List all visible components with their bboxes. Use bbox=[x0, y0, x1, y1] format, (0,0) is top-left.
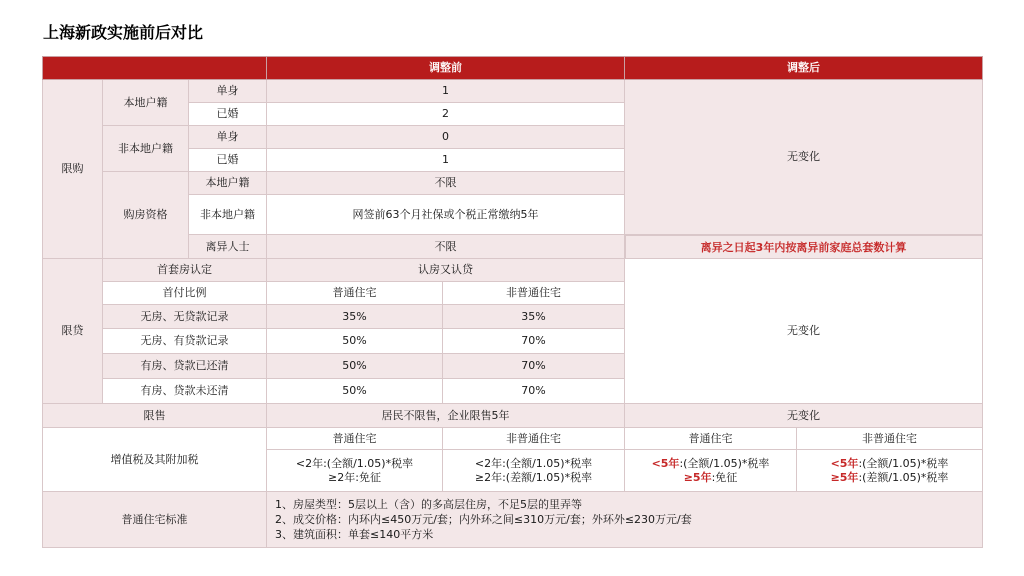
table-row bbox=[43, 492, 983, 548]
vat-term-rule: :(全额/1.05)*税率 bbox=[679, 456, 770, 470]
ordinary-header: 普通住宅 bbox=[267, 282, 443, 305]
local-married-value: 2 bbox=[267, 103, 625, 126]
qual-divorced-label: 离异人士 bbox=[189, 235, 267, 259]
loan-row-ordinary: 50% bbox=[267, 329, 443, 354]
vat-term-highlight: <5年 bbox=[830, 456, 859, 470]
header-before: 调整前 bbox=[267, 57, 625, 80]
table-row bbox=[43, 428, 983, 450]
qual-local-value: 不限 bbox=[267, 172, 625, 195]
vat-line: ≥2年:(差额/1.05)*税率 bbox=[474, 470, 593, 484]
loan-row-label: 有房、贷款未还清 bbox=[103, 379, 267, 404]
loan-limit-after: 无变化 bbox=[625, 259, 983, 404]
standard-line: 3、建筑面积：单套≤140平方米 bbox=[275, 528, 434, 541]
sale-limit-label: 限售 bbox=[43, 404, 267, 428]
vat-label: 增值税及其附加税 bbox=[43, 428, 267, 492]
local-married-label: 已婚 bbox=[189, 103, 267, 126]
vat-before-ordinary bbox=[267, 450, 443, 492]
nonlocal-married-label: 已婚 bbox=[189, 149, 267, 172]
header-blank bbox=[43, 57, 267, 80]
sale-limit-before: 居民不限售，企业限售5年 bbox=[267, 404, 625, 428]
standard-line: 2、成交价格：内环内≤450万元/套；内外环之间≤310万元/套；外环外≤230万元/套 bbox=[275, 513, 692, 526]
loan-limit-label: 限贷 bbox=[43, 259, 103, 404]
table-row bbox=[43, 259, 983, 282]
nonlocal-single-value: 0 bbox=[267, 126, 625, 149]
standard-rules bbox=[267, 492, 983, 548]
loan-row-non-ordinary: 70% bbox=[443, 379, 625, 404]
vat-line bbox=[799, 457, 980, 471]
loan-row-ordinary: 50% bbox=[267, 379, 443, 404]
vat-line: <2年:(全额/1.05)*税率 bbox=[474, 456, 593, 470]
qual-nonlocal-label: 非本地户籍 bbox=[189, 195, 267, 235]
purchase-limit-label: 限购 bbox=[43, 80, 103, 259]
qual-local-label: 本地户籍 bbox=[189, 172, 267, 195]
vat-line: ≥2年:免征 bbox=[328, 470, 381, 484]
nonlocal-married-value: 1 bbox=[267, 149, 625, 172]
vat-line bbox=[627, 457, 794, 471]
purchase-limit-after: 无变化 bbox=[625, 80, 983, 235]
loan-row-ordinary: 35% bbox=[267, 305, 443, 329]
vat-before-non-ordinary bbox=[443, 450, 625, 492]
vat-term-rule: :(差额/1.05)*税率 bbox=[858, 470, 949, 484]
loan-row-non-ordinary: 70% bbox=[443, 354, 625, 379]
loan-row-label: 有房、贷款已还清 bbox=[103, 354, 267, 379]
standard-line: 1、房屋类型：5层以上（含）的多高层住房，不足5层的里弄等 bbox=[275, 498, 582, 511]
local-single-value: 1 bbox=[267, 80, 625, 103]
nonlocal-hukou-label: 非本地户籍 bbox=[103, 126, 189, 172]
qual-nonlocal-value: 网签前63个月社保或个税正常缴纳5年 bbox=[267, 195, 625, 235]
loan-row-label: 无房、有贷款记录 bbox=[103, 329, 267, 354]
local-single-label: 单身 bbox=[189, 80, 267, 103]
vat-after-ordinary bbox=[625, 450, 797, 492]
vat-before-non-ordinary-header: 非普通住宅 bbox=[443, 428, 625, 450]
vat-term-rule: :(全额/1.05)*税率 bbox=[858, 456, 949, 470]
header-after: 调整后 bbox=[625, 57, 983, 80]
loan-row-non-ordinary: 35% bbox=[443, 305, 625, 329]
table-row bbox=[43, 404, 983, 428]
divorced-after-value: 离异之日起3年内按离异前家庭总套数计算 bbox=[625, 235, 983, 259]
local-hukou-label: 本地户籍 bbox=[103, 80, 189, 126]
comparison-table bbox=[42, 56, 983, 548]
table-row bbox=[43, 80, 983, 103]
vat-term-highlight: <5年 bbox=[651, 456, 680, 470]
vat-before-ordinary-header: 普通住宅 bbox=[267, 428, 443, 450]
standard-label: 普通住宅标准 bbox=[43, 492, 267, 548]
header-row bbox=[43, 57, 983, 80]
vat-after-non-ordinary-header: 非普通住宅 bbox=[797, 428, 983, 450]
sale-limit-after: 无变化 bbox=[625, 404, 983, 428]
loan-row-non-ordinary: 70% bbox=[443, 329, 625, 354]
page-title: 上海新政实施前后对比 bbox=[43, 23, 204, 42]
loan-row-label: 无房、无贷款记录 bbox=[103, 305, 267, 329]
qual-divorced-value: 不限 bbox=[267, 235, 625, 259]
down-payment-label: 首付比例 bbox=[103, 282, 267, 305]
vat-after-non-ordinary bbox=[797, 450, 983, 492]
vat-term-rule: :免征 bbox=[711, 470, 738, 484]
vat-line bbox=[799, 471, 980, 485]
nonlocal-single-label: 单身 bbox=[189, 126, 267, 149]
first-home-label: 首套房认定 bbox=[103, 259, 267, 282]
loan-row-ordinary: 50% bbox=[267, 354, 443, 379]
first-home-value: 认房又认贷 bbox=[267, 259, 625, 282]
vat-after-ordinary-header: 普通住宅 bbox=[625, 428, 797, 450]
vat-line bbox=[627, 471, 794, 485]
vat-line: <2年:(全额/1.05)*税率 bbox=[295, 456, 414, 470]
vat-term-highlight: ≥5年 bbox=[830, 470, 859, 484]
qualification-label: 购房资格 bbox=[103, 172, 189, 259]
non-ordinary-header: 非普通住宅 bbox=[443, 282, 625, 305]
vat-term-highlight: ≥5年 bbox=[683, 470, 712, 484]
